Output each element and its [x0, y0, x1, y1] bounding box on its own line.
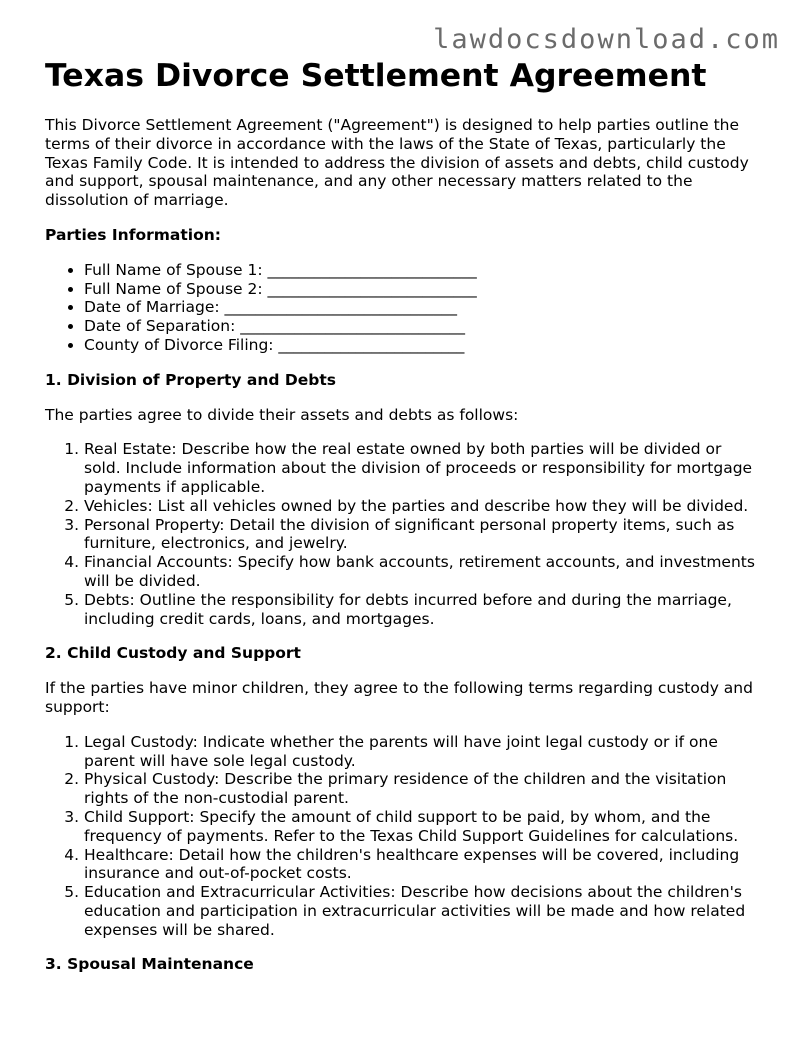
watermark: lawdocsdownload.com [433, 24, 780, 55]
property-lead: The parties agree to divide their assets and debts as follows: [45, 405, 519, 424]
property-item-financial-accounts: 4. Financial Accounts: Specify how bank accounts, retirement accounts, and investments will be divided. [84, 553, 760, 591]
custody-heading: 2. Child Custody and Support [45, 644, 301, 663]
parties-item-separation-date: • Date of Separation: _____________________________ [84, 317, 760, 336]
custody-item-legal: 1. Legal Custody: Indicate whether the parents will have joint legal custody or if one parent will have sole legal custody. [84, 733, 760, 771]
document-page [45, 54, 760, 974]
document-title: Texas Divorce Settlement Agreement [45, 58, 707, 94]
property-item-vehicles: 2. Vehicles: List all vehicles owned by the parties and describe how they will be divided. [84, 497, 760, 516]
custody-item-education: 5. Education and Extracurricular Activities: Describe how decisions about the children's education and participation in extracurricular activities will be made and how related expenses will be shared. [84, 883, 760, 939]
parties-list [45, 261, 760, 355]
custody-item-healthcare: 4. Healthcare: Detail how the children's healthcare expenses will be covered, including insurance and out-of-pocket costs. [84, 846, 760, 884]
custody-list [45, 733, 760, 940]
property-heading: 1. Division of Property and Debts [45, 370, 336, 389]
custody-item-physical: 2. Physical Custody: Describe the primary residence of the children and the visitation rights of the non-custodial parent. [84, 770, 760, 808]
parties-heading: Parties Information: [45, 225, 221, 244]
parties-item-marriage-date: • Date of Marriage: ______________________________ [84, 298, 760, 317]
property-item-debts: 5. Debts: Outline the responsibility for debts incurred before and during the marriage, including credit cards, loans, and mortgages. [84, 591, 760, 629]
property-item-real-estate: 1. Real Estate: Describe how the real estate owned by both parties will be divided or sold. Include information about the division of proceeds or responsibility for mortgage payments if applicable. [84, 440, 760, 496]
custody-lead: If the parties have minor children, they agree to the following terms regarding custody and support: [45, 679, 753, 716]
property-item-personal-property: 3. Personal Property: Detail the division of significant personal property items, such as furniture, electronics, and jewelry. [84, 516, 760, 554]
intro-paragraph: This Divorce Settlement Agreement ("Agreement") is designed to help parties outline the terms of their divorce in accordance with the laws of the State of Texas, particularly the Texas Family Code. It is intended to address the division of assets and debts, child custody and support, spousal maintenance, and any other necessary matters related to the dissolution of marriage. [45, 116, 749, 210]
parties-item-spouse-1: • Full Name of Spouse 1: ___________________________ [84, 261, 760, 280]
property-list [45, 440, 760, 628]
parties-item-spouse-2: • Full Name of Spouse 2: ___________________________ [84, 280, 760, 299]
custody-item-child-support: 3. Child Support: Specify the amount of child support to be paid, by whom, and the frequency of payments. Refer to the Texas Child Support Guidelines for calculations. [84, 808, 760, 846]
parties-item-county: • County of Divorce Filing: ________________________ [84, 336, 760, 355]
maintenance-heading: 3. Spousal Maintenance [45, 955, 254, 974]
